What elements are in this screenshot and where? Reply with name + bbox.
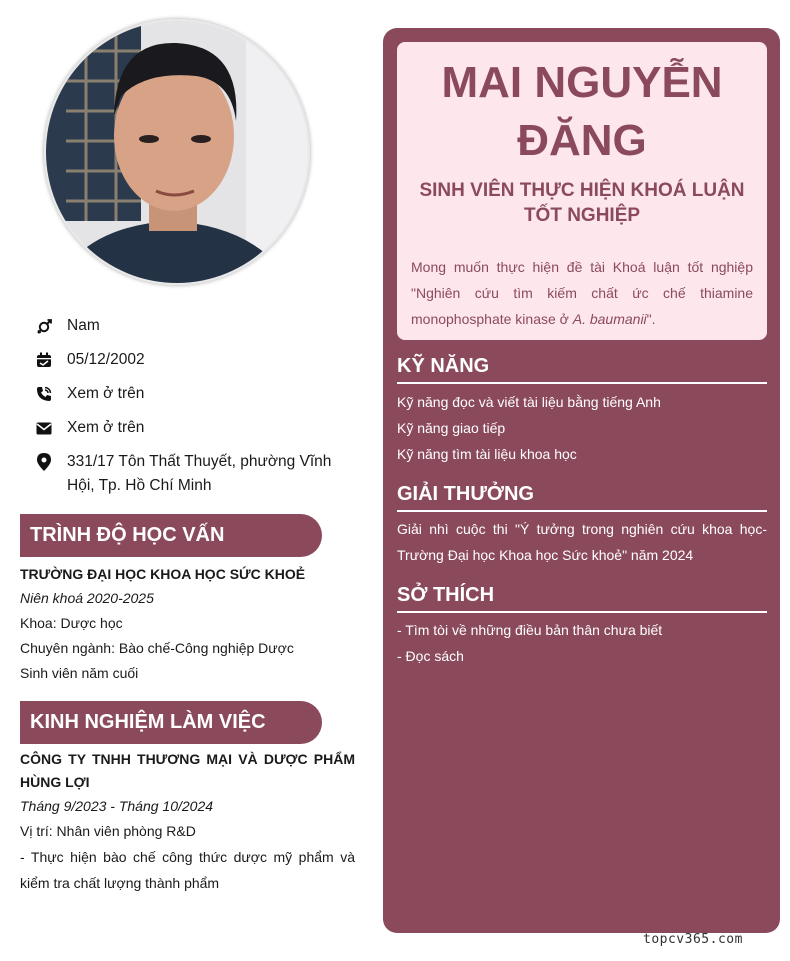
calendar-icon: [34, 348, 54, 372]
experience-position: Vị trí: Nhân viên phòng R&D: [20, 823, 196, 839]
full-name-line1: MAI NGUYỄN: [441, 58, 723, 107]
location-icon: [34, 450, 54, 474]
contact-address-text: 331/17 Tôn Thất Thuyết, phường Vĩnh Hội, Tp. Hồ Chí Minh: [67, 453, 332, 494]
contact-phone: [34, 382, 354, 406]
education-status: Sinh viên năm cuối: [20, 665, 139, 681]
email-icon: [34, 416, 54, 440]
career-objective: [397, 254, 767, 332]
avatar: [44, 19, 310, 285]
education-school: TRƯỜNG ĐẠI HỌC KHOA HỌC SỨC KHOẺ: [20, 566, 306, 582]
job-title: SINH VIÊN THỰC HIỆN KHOÁ LUẬN TỐT NGHIỆP: [419, 180, 745, 226]
contact-info: [34, 314, 354, 508]
experience-period: Tháng 9/2023 - Tháng 10/2024: [20, 798, 214, 814]
objective-text-pre: Mong muốn thực hiện đề tài Khoá luận tốt nghiệp "Nghiên cứu tìm kiếm chất ức chế thiamine monophosphate kinase ở: [411, 259, 753, 327]
awards-heading: GIẢI THƯỞNG: [397, 481, 767, 512]
education-block: [20, 563, 355, 686]
skills-list: [397, 389, 767, 467]
hobby-item: - Tìm tòi về những điều bản thân chưa biết: [397, 622, 663, 638]
phone-icon: [34, 382, 54, 406]
education-faculty: Khoa: Dược học: [20, 615, 123, 631]
education-major: Chuyên ngành: Bào chế-Công nghiệp Dược: [20, 640, 294, 656]
contact-birthday: [34, 348, 354, 372]
skill-item: Kỹ năng tìm tài liệu khoa học: [397, 446, 577, 462]
right-panel: [383, 28, 780, 933]
watermark: topcv365.com: [643, 932, 743, 947]
experience-company: CÔNG TY TNHH THƯƠNG MẠI VÀ DƯỢC PHẨM HÙNG LỢI: [20, 751, 355, 790]
contact-gender: [34, 314, 354, 338]
award-text: Giải nhì cuộc thi "Ý tưởng trong nghiên cứu khoa học-Trường Đại học Khoa học Sức khoẻ" năm 2024: [397, 521, 767, 563]
full-name-line2: ĐĂNG: [517, 116, 647, 165]
awards-block: [397, 516, 767, 568]
experience-description: - Thực hiện bào chế công thức dược mỹ phẩm và kiểm tra chất lượng thành phẩm: [20, 849, 355, 891]
objective-text-italic: A. baumanii: [572, 311, 647, 327]
experience-heading: KINH NGHIỆM LÀM VIỆC: [20, 701, 322, 744]
contact-phone-text: Xem ở trên: [67, 385, 145, 402]
education-heading: TRÌNH ĐỘ HỌC VẤN: [20, 514, 322, 557]
objective-text-post: ".: [646, 311, 656, 327]
skill-item: Kỹ năng đọc và viết tài liệu bằng tiếng Anh: [397, 394, 661, 410]
education-period: Niên khoá 2020-2025: [20, 590, 154, 606]
hobbies-heading: SỞ THÍCH: [397, 582, 767, 613]
skills-heading: KỸ NĂNG: [397, 353, 767, 384]
contact-address: [34, 450, 354, 498]
contact-gender-text: Nam: [67, 317, 100, 334]
hobby-item: - Đọc sách: [397, 648, 464, 664]
skill-item: Kỹ năng giao tiếp: [397, 420, 506, 436]
hobbies-list: [397, 617, 767, 669]
contact-birthday-text: 05/12/2002: [67, 351, 145, 368]
experience-block: [20, 748, 355, 896]
name-card: [397, 42, 767, 340]
contact-email-text: Xem ở trên: [67, 419, 145, 436]
gender-icon: [34, 314, 54, 338]
contact-email: [34, 416, 354, 440]
